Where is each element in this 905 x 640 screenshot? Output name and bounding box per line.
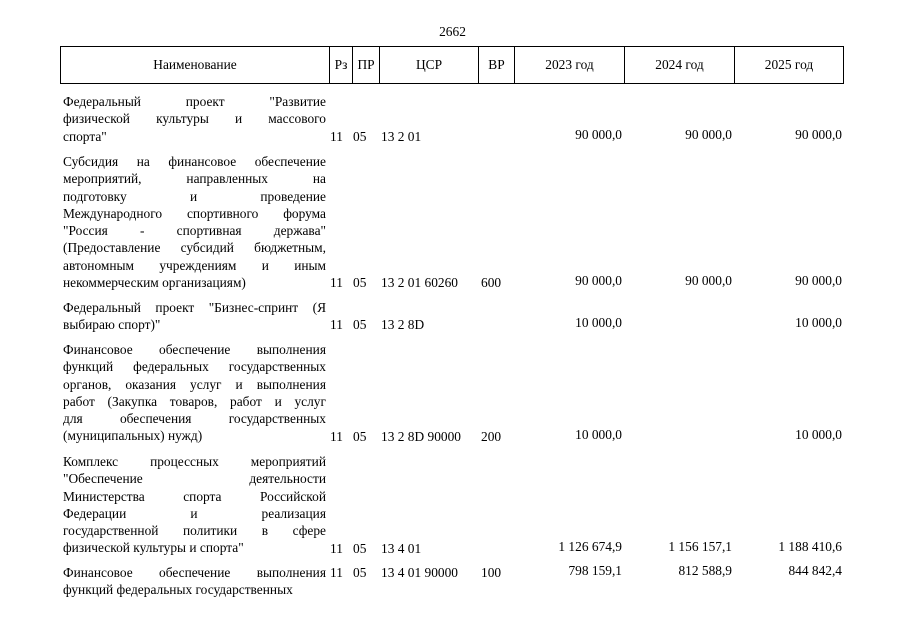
row-amount-2024: 812 588,9 [678,563,732,578]
row-name-line: Финансовое обеспечение выполнения [63,342,326,357]
col-header-rz: Рз [330,47,353,83]
row-name-line: физической культуры и массового [63,111,326,127]
row-name-line: подготовку и проведение [63,188,326,204]
row-target-article-code: 13 2 01 60260 [381,275,458,291]
row-name-line: Министерства спорта Российской [63,488,326,504]
row-section-code: 11 [330,317,343,333]
row-expense-type-code: 200 [481,428,502,444]
row-subsection-code: 05 [353,317,367,333]
row-name-line: автономным учреждениям и иным [63,257,326,273]
row-name-line: Финансовое обеспечение выполнения [63,565,326,580]
col-header-name: Наименование [61,47,330,83]
row-name-line: выбираю спорт)" [63,317,161,333]
row-subsection-code: 05 [353,128,367,144]
row-name-line: некоммерческим организациям) [63,275,246,291]
row-name-line: Федерации и реализация [63,505,326,521]
row-name-line: государственной политики в сфере [63,523,326,539]
row-name-line: Субсидия на финансовое обеспечение [63,154,326,169]
row-section-code: 11 [330,540,343,556]
row-amount-2023: 10 000,0 [575,315,622,331]
row-name [63,93,326,145]
row-amount-2024: 1 156 157,1 [668,538,732,554]
row-name-line: Международного спортивного форума [63,205,326,221]
col-header-2025: 2025 год [764,57,814,72]
col-header-vr: ВР [479,47,515,83]
row-target-article-code: 13 4 01 [381,540,422,556]
row-name-line: мероприятий, направленных на [63,171,326,187]
row-name [63,453,326,557]
row-target-article-code: 13 2 8D 90000 [381,428,461,444]
row-name [63,299,326,334]
page-number: 2662 [439,24,466,39]
row-subsection-code: 05 [353,428,367,444]
col-header-2023: 2023 год [515,47,625,83]
row-section-code: 11 [330,428,343,444]
row-expense-type-code: 600 [481,275,502,291]
row-name-line: органов, оказания услуг и выполнения [63,376,326,392]
row-amount-2025: 844 842,4 [788,563,842,578]
row-subsection-code: 05 [353,565,367,580]
row-amount-2023: 90 000,0 [575,126,622,142]
row-name-line: для обеспечения государственных [63,411,326,427]
row-name [63,564,326,599]
row-name-line: "Обеспечение деятельности [63,471,326,487]
row-name-line: (Предоставление субсидий бюджетным, [63,240,326,256]
row-target-article-code: 13 2 8D [381,317,425,333]
row-name-line: Федеральный проект "Бизнес-спринт (Я [63,300,326,315]
row-section-code: 11 [330,128,343,144]
row-target-article-code: 13 4 01 90000 [381,565,458,580]
col-header-csr: ЦСР [380,47,479,83]
row-amount-2024: 90 000,0 [685,126,732,142]
row-name-line: Федеральный проект "Развитие [63,94,326,109]
row-section-code: 11 [330,565,343,580]
row-target-article-code: 13 2 01 [381,128,422,144]
row-subsection-code: 05 [353,540,367,556]
row-amount-2023: 90 000,0 [575,273,622,289]
row-amount-2025: 90 000,0 [795,126,842,142]
row-amount-2023: 10 000,0 [575,426,622,442]
row-amount-2023: 798 159,1 [568,563,622,578]
row-name [63,153,326,291]
row-expense-type-code: 100 [481,565,502,580]
row-name [63,341,326,445]
row-name-line: физической культуры и спорта" [63,540,244,556]
row-amount-2023: 1 126 674,9 [558,538,622,554]
row-name-line: Комплекс процессных мероприятий [63,454,326,469]
table-header [60,46,844,84]
row-subsection-code: 05 [353,275,367,291]
row-amount-2025: 1 188 410,6 [778,538,842,554]
col-header-pr: ПР [353,47,380,83]
row-name-line: функций федеральных государственных [63,582,293,598]
row-name-line: функций федеральных государственных [63,359,326,375]
row-amount-2025: 10 000,0 [795,315,842,331]
row-name-line: (муниципальных) нужд) [63,428,203,444]
row-name-line: спорта" [63,128,107,144]
row-name-line: "Россия - спортивная держава" [63,223,326,239]
row-name-line: работ (Закупка товаров, работ и услуг [63,393,326,409]
row-amount-2025: 90 000,0 [795,273,842,289]
row-amount-2024: 90 000,0 [685,273,732,289]
row-section-code: 11 [330,275,343,291]
row-amount-2025: 10 000,0 [795,426,842,442]
col-header-2024: 2024 год [625,47,735,83]
